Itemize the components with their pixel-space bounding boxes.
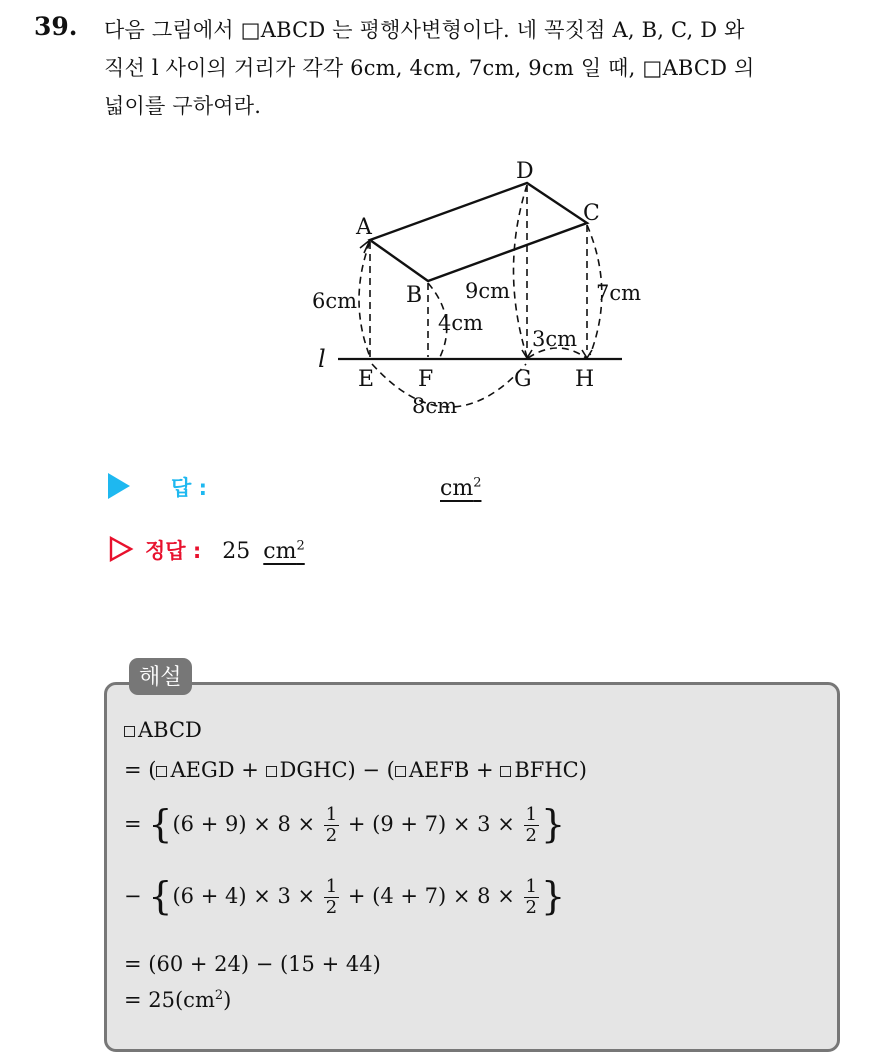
correct-answer-row — [108, 535, 305, 565]
play-outline-icon — [108, 536, 134, 562]
correct-value: 25 — [222, 539, 251, 564]
answer-row — [108, 472, 481, 502]
length-eg: 8cm — [412, 394, 458, 418]
left-brace: { — [148, 874, 173, 918]
explanation-line-4: − {(6 + 4) × 3 × $\frac{1}{2}$ + (4 + 7) × 8 × $\frac{1}{2}$ } — [124, 874, 566, 918]
arc-a — [359, 242, 370, 357]
answer-label: 답 : — [171, 476, 207, 500]
label-d: D — [516, 159, 534, 184]
label-f: F — [418, 367, 434, 392]
explanation-tag: 해설 — [129, 658, 192, 695]
length-gh: 3cm — [532, 327, 578, 351]
question-line-3: 넓이를 구하여라. — [104, 94, 262, 118]
length-a: 6cm — [312, 289, 358, 313]
explanation-line-1: ABCD — [124, 718, 202, 742]
answer-unit[interactable]: $cm^2$ — [440, 475, 482, 501]
length-b: 4cm — [438, 311, 484, 335]
length-d: 9cm — [465, 279, 511, 303]
parallelogram-abcd — [370, 183, 587, 281]
fraction: $\frac{1}{2}$ — [525, 804, 537, 846]
square-symbol — [124, 726, 135, 737]
label-h: H — [575, 367, 595, 392]
explanation-line-5: = (60 + 24) − (15 + 44) — [124, 952, 381, 976]
label-l: l — [318, 345, 326, 373]
arc-d — [514, 185, 528, 357]
correct-unit: $cm^2$ — [263, 538, 305, 564]
square-symbol — [500, 766, 511, 777]
question-number: 39. — [34, 12, 78, 41]
square-symbol — [156, 766, 167, 777]
label-e: E — [358, 367, 375, 392]
square-symbol — [395, 766, 406, 777]
fraction: $\frac{1}{2}$ — [325, 804, 338, 846]
question-line-2: 직선 l 사이의 거리가 각각 6cm, 4cm, 7cm, 9cm 일 때, □ABCD 의 — [104, 56, 755, 80]
question-line-1: 다음 그림에서 □ABCD 는 평행사변형이다. 네 꼭짓점 A, B, C, D 와 — [104, 18, 745, 42]
correct-label: 정답 : — [145, 539, 202, 563]
label-c: C — [583, 201, 600, 226]
right-brace: } — [540, 802, 566, 846]
label-b: B — [406, 283, 423, 308]
square-symbol — [266, 766, 277, 777]
explanation-line-3: = {(6 + 9) × 8 × $\frac{1}{2}$ + (9 + 7) × 3 × $\frac{1}{2}$ } — [124, 802, 566, 846]
length-c: 7cm — [596, 281, 642, 305]
explanation-line-2: = ( AEGD + DGHC) − ( AEFB + BFHC) — [124, 758, 587, 782]
left-brace: { — [148, 802, 173, 846]
fraction: $\frac{1}{2}$ — [325, 876, 338, 918]
play-filled-icon — [108, 473, 130, 499]
explanation-line-6: = $25(cm^2)$ — [124, 988, 232, 1012]
parallelogram-figure — [300, 150, 670, 425]
right-brace: } — [540, 874, 566, 918]
label-a: A — [356, 215, 372, 240]
fraction: $\frac{1}{2}$ — [525, 876, 537, 918]
label-g: G — [514, 367, 532, 392]
